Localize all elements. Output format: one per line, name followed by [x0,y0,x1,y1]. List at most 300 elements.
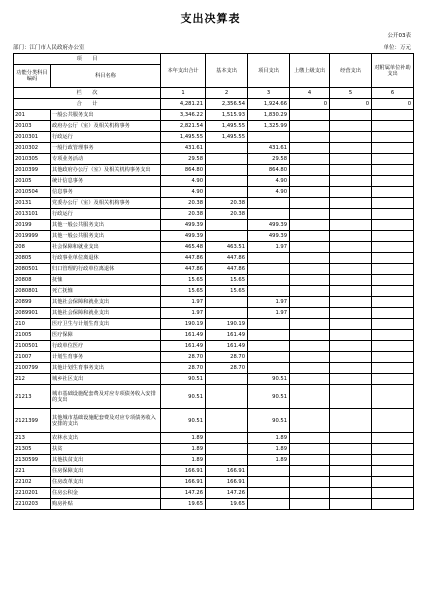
subsidiary-cell [372,231,414,242]
project-expenditure-cell: 499.39 [248,220,290,231]
code-cell: 22102 [14,477,51,488]
project-expenditure-cell: 1.89 [248,455,290,466]
operating-cell [330,143,372,154]
subsidiary-cell [372,143,414,154]
total-expenditure-cell: 15.65 [161,275,206,286]
table-row [14,165,414,176]
code-cell: 2010399 [14,165,51,176]
table-row [14,341,414,352]
total-expenditure-cell: 447.86 [161,253,206,264]
upper-level-cell [290,341,330,352]
project-expenditure-cell [248,341,290,352]
total-expenditure-cell: 29.58 [161,154,206,165]
project-expenditure-cell [248,209,290,220]
subsidiary-cell [372,433,414,444]
total-row [14,99,414,110]
code-cell: 2013101 [14,209,51,220]
basic-expenditure-cell [206,154,248,165]
operating-cell [330,455,372,466]
index-1: 1 [161,88,206,99]
expenditure-table [13,53,414,510]
index-4: 4 [290,88,330,99]
operating-cell [330,264,372,275]
upper-level-cell [290,308,330,319]
code-cell: 20103 [14,121,51,132]
code-cell: 2121399 [14,409,51,433]
name-cell: 一般行政管理事务 [51,143,161,154]
project-expenditure-cell [248,352,290,363]
project-expenditure-cell [248,488,290,499]
basic-expenditure-cell: 1,515.93 [206,110,248,121]
operating-cell [330,499,372,510]
basic-expenditure-cell [206,165,248,176]
project-expenditure-cell [248,363,290,374]
subsidiary-cell [372,455,414,466]
operating-cell [330,319,372,330]
basic-expenditure-cell [206,231,248,242]
name-cell: 归口管理的行政单位离退休 [51,264,161,275]
name-cell: 信息事务 [51,187,161,198]
subsidiary-cell [372,165,414,176]
project-expenditure-cell: 1.97 [248,297,290,308]
name-cell: 统计信息事务 [51,176,161,187]
upper-level-cell [290,330,330,341]
operating-cell [330,330,372,341]
basic-expenditure-cell: 20.38 [206,209,248,220]
subsidiary-cell [372,352,414,363]
subsidiary-cell [372,477,414,488]
basic-expenditure-cell: 1,495.55 [206,121,248,132]
project-expenditure-cell [248,264,290,275]
total-expenditure-cell: 499.39 [161,220,206,231]
project-expenditure-cell [248,198,290,209]
code-cell: 2130599 [14,455,51,466]
operating-cell [330,374,372,385]
page-title: 支出决算表 [180,12,241,25]
subsidiary-cell [372,176,414,187]
code-cell: 20199 [14,220,51,231]
code-cell: 20105 [14,176,51,187]
table-row [14,433,414,444]
basic-expenditure-cell: 166.91 [206,466,248,477]
header-col2: 基本支出 [206,54,248,88]
table-row [14,264,414,275]
table-row [14,466,414,477]
upper-level-cell [290,110,330,121]
table-row [14,363,414,374]
department-label: 部门：江门市人民政府办公室 [13,45,85,51]
total-expenditure-cell: 90.51 [161,385,206,409]
basic-expenditure-cell: 447.86 [206,264,248,275]
upper-level-cell [290,433,330,444]
table-row [14,209,414,220]
upper-level-cell [290,385,330,409]
subsidiary-cell [372,341,414,352]
upper-level-cell [290,352,330,363]
header-row-1 [14,54,414,65]
operating-cell [330,209,372,220]
table-row [14,132,414,143]
project-expenditure-cell [248,132,290,143]
basic-expenditure-cell [206,297,248,308]
project-expenditure-cell: 1.89 [248,433,290,444]
table-row [14,488,414,499]
total-col2: 2,356.54 [206,99,248,110]
subsidiary-cell [372,308,414,319]
subsidiary-cell [372,385,414,409]
upper-level-cell [290,409,330,433]
code-cell: 2100501 [14,341,51,352]
operating-cell [330,385,372,409]
upper-level-cell [290,286,330,297]
operating-cell [330,286,372,297]
name-cell: 医疗保障 [51,330,161,341]
name-cell: 城乡社区支出 [51,374,161,385]
project-expenditure-cell [248,477,290,488]
index-2: 2 [206,88,248,99]
name-cell: 住房公积金 [51,488,161,499]
upper-level-cell [290,242,330,253]
name-cell: 一般公共服务支出 [51,110,161,121]
index-row [14,88,414,99]
operating-cell [330,341,372,352]
subsidiary-cell [372,499,414,510]
upper-level-cell [290,374,330,385]
name-cell: 购房补贴 [51,499,161,510]
table-row [14,297,414,308]
upper-level-cell [290,154,330,165]
table-row [14,385,414,409]
total-expenditure-cell: 1.97 [161,297,206,308]
project-expenditure-cell [248,253,290,264]
total-expenditure-cell: 431.61 [161,143,206,154]
code-cell: 21305 [14,444,51,455]
subsidiary-cell [372,466,414,477]
project-expenditure-cell: 29.58 [248,154,290,165]
subsidiary-cell [372,121,414,132]
header-project: 项 目 [14,54,161,65]
operating-cell [330,444,372,455]
index-5: 5 [330,88,372,99]
total-expenditure-cell: 1.89 [161,433,206,444]
name-cell: 住房改革支出 [51,477,161,488]
subsidiary-cell [372,275,414,286]
table-row [14,231,414,242]
total-expenditure-cell: 4.90 [161,187,206,198]
total-expenditure-cell: 190.19 [161,319,206,330]
subsidiary-cell [372,488,414,499]
name-cell: 农林水支出 [51,433,161,444]
total-expenditure-cell: 864.80 [161,165,206,176]
upper-level-cell [290,477,330,488]
upper-level-cell [290,444,330,455]
index-label: 栏 次 [14,88,161,99]
operating-cell [330,154,372,165]
project-expenditure-cell [248,330,290,341]
code-cell: 2010301 [14,132,51,143]
basic-expenditure-cell: 447.86 [206,253,248,264]
code-cell: 20899 [14,297,51,308]
operating-cell [330,132,372,143]
total-expenditure-cell: 1.89 [161,455,206,466]
subsidiary-cell [372,253,414,264]
table-row [14,444,414,455]
subsidiary-cell [372,330,414,341]
total-expenditure-cell: 465.48 [161,242,206,253]
code-cell: 213 [14,433,51,444]
project-expenditure-cell [248,466,290,477]
header-col6: 对附属单位补助支出 [372,54,414,88]
subsidiary-cell [372,198,414,209]
basic-expenditure-cell: 147.26 [206,488,248,499]
header-col3: 项目支出 [248,54,290,88]
upper-level-cell [290,176,330,187]
total-col1: 4,281.21 [161,99,206,110]
table-row [14,121,414,132]
name-cell: 医疗卫生与计划生育支出 [51,319,161,330]
project-expenditure-cell: 90.51 [248,374,290,385]
upper-level-cell [290,488,330,499]
subsidiary-cell [372,363,414,374]
subsidiary-cell [372,242,414,253]
upper-level-cell [290,275,330,286]
operating-cell [330,198,372,209]
operating-cell [330,220,372,231]
table-row [14,176,414,187]
operating-cell [330,165,372,176]
total-expenditure-cell: 20.38 [161,198,206,209]
total-expenditure-cell: 90.51 [161,409,206,433]
code-cell: 21007 [14,352,51,363]
project-expenditure-cell: 1,830.29 [248,110,290,121]
operating-cell [330,187,372,198]
project-expenditure-cell: 1.97 [248,308,290,319]
total-expenditure-cell: 161.49 [161,330,206,341]
operating-cell [330,275,372,286]
code-cell: 20808 [14,275,51,286]
index-6: 6 [372,88,414,99]
table-body [14,88,414,510]
basic-expenditure-cell [206,409,248,433]
basic-expenditure-cell: 190.19 [206,319,248,330]
name-cell: 行政事业单位离退休 [51,253,161,264]
unit-label: 单位：万元 [383,45,411,51]
basic-expenditure-cell [206,444,248,455]
upper-level-cell [290,220,330,231]
basic-expenditure-cell: 15.65 [206,275,248,286]
name-cell: 抚恤 [51,275,161,286]
operating-cell [330,176,372,187]
code-cell: 2100799 [14,363,51,374]
name-cell: 行政运行 [51,209,161,220]
basic-expenditure-cell [206,374,248,385]
project-expenditure-cell: 1.89 [248,444,290,455]
table-row [14,198,414,209]
upper-level-cell [290,209,330,220]
subsidiary-cell [372,409,414,433]
subsidiary-cell [372,187,414,198]
basic-expenditure-cell [206,187,248,198]
upper-level-cell [290,231,330,242]
basic-expenditure-cell: 15.65 [206,286,248,297]
name-cell: 死亡抚恤 [51,286,161,297]
table-row [14,110,414,121]
total-expenditure-cell: 90.51 [161,374,206,385]
total-expenditure-cell: 4.90 [161,176,206,187]
basic-expenditure-cell: 28.70 [206,363,248,374]
table-row [14,253,414,264]
header-col4: 上缴上级支出 [290,54,330,88]
upper-level-cell [290,132,330,143]
code-cell: 2010305 [14,154,51,165]
total-expenditure-cell: 2,821.54 [161,121,206,132]
operating-cell [330,242,372,253]
project-expenditure-cell: 90.51 [248,385,290,409]
table-row [14,275,414,286]
total-expenditure-cell: 499.39 [161,231,206,242]
operating-cell [330,466,372,477]
upper-level-cell [290,187,330,198]
total-expenditure-cell: 28.70 [161,352,206,363]
total-label: 合 计 [14,99,161,110]
upper-level-cell [290,297,330,308]
table-row [14,154,414,165]
total-expenditure-cell: 161.49 [161,341,206,352]
table-row [14,242,414,253]
project-expenditure-cell: 1,325.99 [248,121,290,132]
code-cell: 2010504 [14,187,51,198]
project-expenditure-cell: 864.80 [248,165,290,176]
name-cell: 其他一般公共服务支出 [51,231,161,242]
subsidiary-cell [372,154,414,165]
code-cell: 2089901 [14,308,51,319]
code-cell: 221 [14,466,51,477]
form-number: 公开03表 [387,33,411,39]
project-expenditure-cell [248,275,290,286]
name-cell: 党委办公厅（室）及相关机构事务 [51,198,161,209]
operating-cell [330,409,372,433]
upper-level-cell [290,455,330,466]
code-cell: 2010302 [14,143,51,154]
upper-level-cell [290,253,330,264]
total-expenditure-cell: 3,346.22 [161,110,206,121]
basic-expenditure-cell [206,455,248,466]
upper-level-cell [290,121,330,132]
total-expenditure-cell: 1.89 [161,444,206,455]
name-cell: 其他城市基础设施配套费及对应专项债务收入安排的支出 [51,409,161,433]
table-row [14,319,414,330]
total-expenditure-cell: 20.38 [161,209,206,220]
code-cell: 2210203 [14,499,51,510]
basic-expenditure-cell [206,433,248,444]
upper-level-cell [290,198,330,209]
table-row [14,187,414,198]
code-cell: 208 [14,242,51,253]
name-cell: 住房保障支出 [51,466,161,477]
basic-expenditure-cell: 1,495.55 [206,132,248,143]
name-cell: 专项业务活动 [51,154,161,165]
subsidiary-cell [372,286,414,297]
total-expenditure-cell: 166.91 [161,477,206,488]
operating-cell [330,352,372,363]
header-col1: 本年支出合计 [161,54,206,88]
table-row [14,330,414,341]
code-cell: 21005 [14,330,51,341]
table-row [14,477,414,488]
code-cell: 20131 [14,198,51,209]
total-expenditure-cell: 166.91 [161,466,206,477]
basic-expenditure-cell: 161.49 [206,330,248,341]
operating-cell [330,253,372,264]
operating-cell [330,110,372,121]
code-cell: 21213 [14,385,51,409]
total-expenditure-cell: 447.86 [161,264,206,275]
name-cell: 行政运行 [51,132,161,143]
header-code: 功能分类科目编码 [14,65,51,88]
table-row [14,143,414,154]
table-row [14,308,414,319]
operating-cell [330,433,372,444]
subsidiary-cell [372,374,414,385]
table-row [14,352,414,363]
total-expenditure-cell: 1.97 [161,308,206,319]
header-col5: 经营支出 [330,54,372,88]
name-cell: 其他扶贫支出 [51,455,161,466]
code-cell: 2080801 [14,286,51,297]
code-cell: 2210201 [14,488,51,499]
basic-expenditure-cell [206,220,248,231]
upper-level-cell [290,165,330,176]
project-expenditure-cell: 1.97 [248,242,290,253]
code-cell: 201 [14,110,51,121]
project-expenditure-cell: 4.90 [248,187,290,198]
name-cell: 其他社会保障和就业支出 [51,297,161,308]
operating-cell [330,121,372,132]
operating-cell [330,363,372,374]
code-cell: 20805 [14,253,51,264]
name-cell: 社会保障和就业支出 [51,242,161,253]
subsidiary-cell [372,297,414,308]
name-cell: 城市基础设施配套费及对应专项债务收入安排的支出 [51,385,161,409]
project-expenditure-cell: 499.39 [248,231,290,242]
code-cell: 212 [14,374,51,385]
subsidiary-cell [372,132,414,143]
basic-expenditure-cell: 28.70 [206,352,248,363]
code-cell: 2019999 [14,231,51,242]
upper-level-cell [290,319,330,330]
basic-expenditure-cell: 161.49 [206,341,248,352]
name-cell: 政府办公厅（室）及相关机构事务 [51,121,161,132]
name-cell: 其他政府办公厅（室）及相关机构事务支出 [51,165,161,176]
name-cell: 行政单位医疗 [51,341,161,352]
subsidiary-cell [372,220,414,231]
upper-level-cell [290,363,330,374]
total-col6: 0 [372,99,414,110]
total-expenditure-cell: 1,495.55 [161,132,206,143]
index-3: 3 [248,88,290,99]
project-expenditure-cell: 431.61 [248,143,290,154]
name-cell: 其他计划生育事务支出 [51,363,161,374]
operating-cell [330,308,372,319]
basic-expenditure-cell: 166.91 [206,477,248,488]
total-col5: 0 [330,99,372,110]
basic-expenditure-cell: 463.51 [206,242,248,253]
code-cell: 2080501 [14,264,51,275]
table-row [14,499,414,510]
operating-cell [330,488,372,499]
basic-expenditure-cell: 20.38 [206,198,248,209]
table-row [14,286,414,297]
